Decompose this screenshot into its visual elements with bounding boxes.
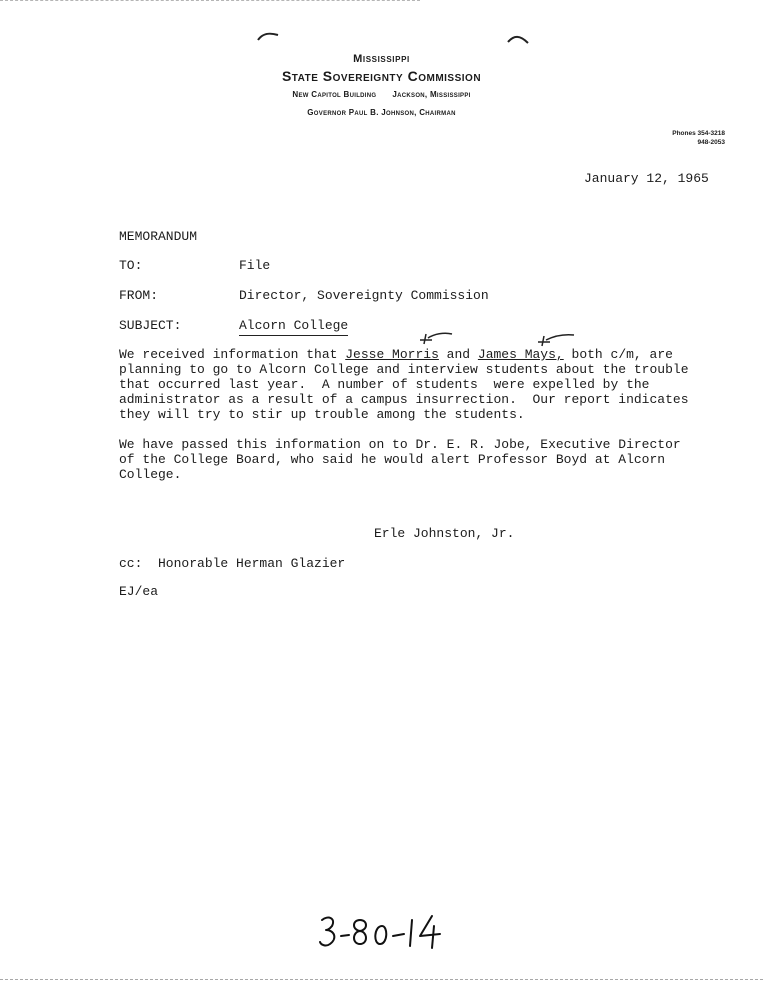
memo-heading: MEMORANDUM — [119, 229, 198, 244]
letterhead-address — [0, 90, 763, 99]
handwritten-file-number — [316, 912, 446, 952]
handwritten-mark-left — [256, 30, 280, 42]
paragraph-text: We received information that — [119, 347, 346, 362]
handwritten-check-mark — [536, 332, 576, 348]
from-value: Director, Sovereignty Commission — [239, 288, 489, 303]
carbon-copy: cc: Honorable Herman Glazier — [119, 556, 346, 571]
body-paragraph-2: We have passed this information on to Dr. E. R. Jobe, Executive Director of the College Board, who said he would alert Professor Boyd at Alcorn College. — [119, 437, 681, 482]
letterhead-city: Jackson, Mississippi — [392, 90, 471, 99]
letterhead-agency: State Sovereignty Commission — [281, 68, 482, 84]
to-label: TO: — [119, 258, 143, 273]
subject-label: SUBJECT: — [119, 318, 182, 333]
paragraph-text: and — [438, 347, 478, 362]
subject-text: Alcorn College — [239, 318, 348, 336]
memo-date: January 12, 1965 — [584, 171, 709, 186]
bottom-scan-edge — [0, 979, 763, 980]
typist-initials: EJ/ea — [119, 584, 159, 599]
handwritten-mark-right — [506, 33, 530, 45]
body-paragraph-1 — [119, 347, 689, 422]
handwritten-check-mark — [418, 330, 454, 346]
letterhead-building: New Capitol Building — [292, 90, 377, 99]
letterhead-phones — [672, 129, 725, 147]
phone-number: 948-2053 — [697, 139, 725, 146]
letterhead-governor: Governor Paul B. Johnson, Chairman — [307, 108, 456, 117]
subject-name: Jesse Morris — [345, 347, 439, 362]
phone-number: Phones 354-3218 — [672, 130, 725, 137]
paragraph-text: both c/m, are planning to go to Alcorn College and interview students about the trouble that occurred last year. A number of students were expelled by the administrator as a result of a campus insurrection. Our report indicates they will try to stir up trouble among the students. — [119, 347, 689, 422]
subject-name: James Mays, — [477, 347, 564, 362]
top-scan-edge — [0, 0, 420, 1]
subject-value — [239, 318, 348, 333]
to-value: File — [239, 258, 271, 273]
from-label: FROM: — [119, 288, 159, 303]
signature-block: Erle Johnston, Jr. — [374, 526, 515, 541]
letterhead-state: Mississippi — [353, 53, 410, 65]
